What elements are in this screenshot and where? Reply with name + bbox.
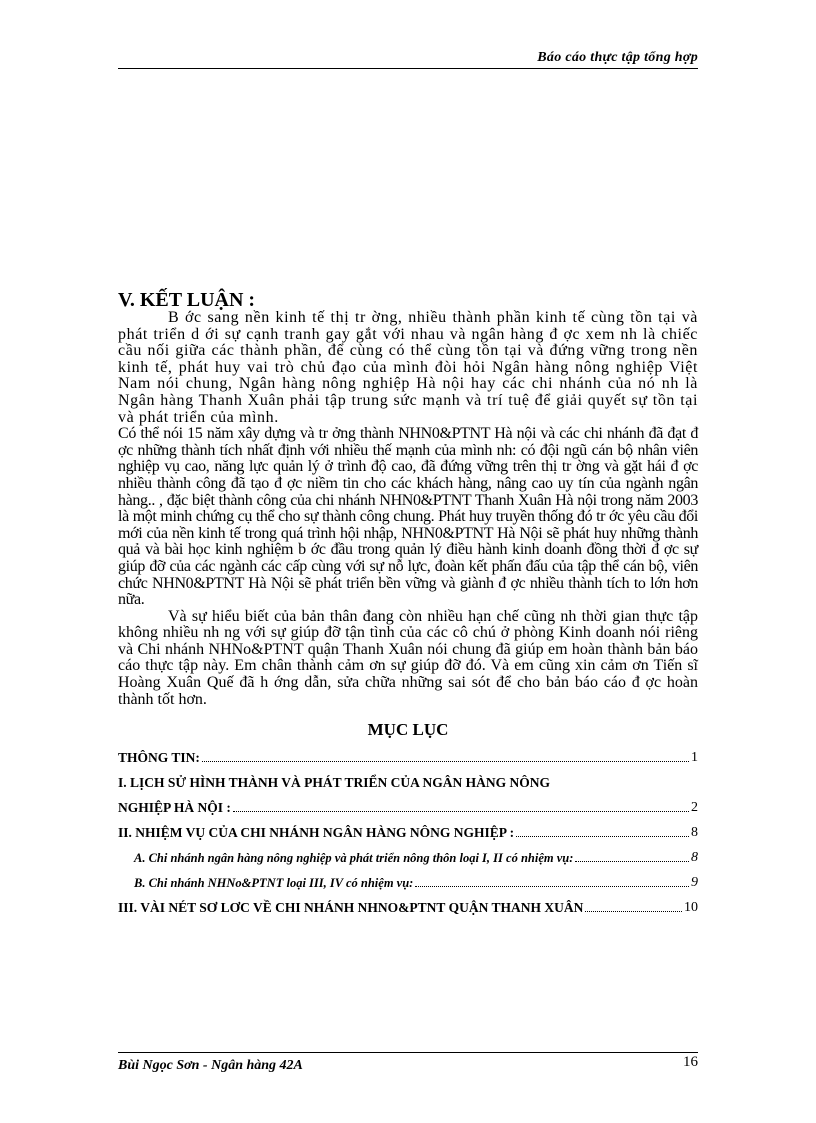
footer-rule [118, 1052, 698, 1053]
toc-entry-5[interactable] [134, 875, 698, 891]
toc-entry-1[interactable] [118, 750, 698, 766]
toc-leader [202, 761, 689, 762]
header-rule [118, 68, 698, 69]
toc-entry-label: A. Chi nhánh ngân hàng nông nghiệp và phát triển nông thôn loại I, II có nhiệm vụ: [134, 851, 574, 866]
toc-title: MỤC LỤC [367, 720, 449, 740]
toc-entry-4[interactable] [134, 850, 698, 866]
toc-entry-2[interactable] [118, 800, 698, 816]
page-number: 16 [683, 1054, 698, 1070]
toc-entry-2-line-1[interactable]: I. LỊCH SỬ HÌNH THÀNH VÀ PHÁT TRIỂN CỦA NGÂN HÀNG NÔNG [118, 775, 551, 791]
paragraph-2: Có thể nói 15 năm xây dựng và tr ởng thành NHN0&PTNT Hà nội và các chi nhánh đã đạt đ ợc những thành tích nhất định với nhiều thế mạnh của mình nh: có đội ngũ cán bộ nhân viên nghiệp vụ cao, năng lực quản lý ở trình độ cao, đã đứng vững trên thị tr ờng và gặt hái đ ợc nhiều thành công đã tạo đ ợc niềm tin cho các khách hàng, nâng cao uy tín của ngành ngân hàng.. , đặc biệt thành công của chi nhánh NHN0&PTNT Thanh Xuân Hà nội trong năm 2003 là một minh chứng cụ thể cho sự thành công chung. Phát huy truyền thống đó tr ớc yêu cầu đổi mới của nền kinh tế trong quá trình hội nhập, NHN0&PTNT Hà Nội sẽ phát huy những thành quả và bài học kinh nghiệm b ớc đầu trong quản lý điều hành kinh doanh đồng thời đ ợc sự giúp đỡ của các ngành các cấp cùng với sự nỗ lực, đoàn kết phấn đấu của tập thể cán bộ, viên chức NHN0&PTNT Hà Nội sẽ phát triển bền vững và giành đ ợc nhiều thành tích to lớn hơn nữa. [118, 425, 698, 609]
toc-entry-label: B. Chi nhánh NHNo&PTNT loại III, IV có nhiệm vụ: [134, 876, 414, 891]
toc-entry-page: 9 [691, 875, 698, 891]
toc-entry-3[interactable] [118, 825, 698, 841]
toc-entry-label: III. VÀI NÉT SƠ LƠC VỀ CHI NHÁNH NHNO&PTNT QUẬN THANH XUÂN [118, 900, 584, 916]
toc-entry-page: 8 [691, 850, 698, 866]
toc-entry-page: 1 [691, 750, 698, 766]
toc-entry-label: II. NHIỆM VỤ CỦA CHI NHÁNH NGÂN HÀNG NÔNG NGHIỆP : [118, 825, 515, 841]
toc-leader [233, 811, 689, 812]
header-title: Báo cáo thực tập tổng hợp [537, 50, 698, 65]
page-content [118, 290, 698, 916]
section-heading: V. KẾT LUẬN : [118, 289, 256, 311]
paragraph-1: B ớc sang nền kinh tế thị tr ờng, nhiều thành phần kinh tế cùng tồn tại và phát triển d ới sự cạnh tranh gay gắt với nhau và ngân hàng đ ợc xem nh là chiếc cầu nối giữa các thành phần, để cùng có thể cùng tồn tại và đứng vững trong nền kinh tế, phát huy vai trò chủ đạo của mình đòi hỏi Ngân hàng nông nghiệp Việt Nam nói chung, Ngân hàng nông nghiệp Hà nội hay các chi nhánh của nó nh là Ngân hàng Thanh Xuân phải tập trung sức mạnh và trí tuệ để giải quyết sự tồn tại và phát triển của mình. [118, 309, 698, 426]
toc-entry-label: THÔNG TIN: [118, 750, 200, 766]
toc-leader [516, 836, 689, 837]
toc-entry-page: 2 [691, 800, 698, 816]
toc-entry-label: NGHIỆP HÀ NỘI : [118, 800, 231, 816]
paragraph-3: Và sự hiểu biết của bản thân đang còn nhiều hạn chế cũng nh thời gian thực tập không nhiều nh ng với sự giúp đỡ tận tình của các cô chú ở phòng Kinh doanh nói riêng và Chi nhánh NHNo&PTNT quận Thanh Xuân nói chung đã giúp em hoàn thành bản báo cáo thực tập này. Em chân thành cảm ơn sự giúp đỡ đó. Và em cũng xin cảm ơn Tiến sĩ Hoàng Xuân Quế đã h ớng dẫn, sửa chữa những sai sót để cho bản báo cáo đ ợc hoàn thành tốt hơn. [118, 607, 698, 708]
page-footer [118, 1052, 698, 1076]
toc-entry-page: 8 [691, 825, 698, 841]
toc-leader [585, 911, 682, 912]
toc-leader [415, 886, 689, 887]
footer-author: Bùi Ngọc Sơn - Ngân hàng 42A [118, 1058, 303, 1073]
toc-entry-6[interactable] [118, 900, 698, 916]
toc-leader [575, 861, 689, 862]
page-header [118, 50, 698, 70]
toc-entry-page: 10 [684, 900, 698, 916]
